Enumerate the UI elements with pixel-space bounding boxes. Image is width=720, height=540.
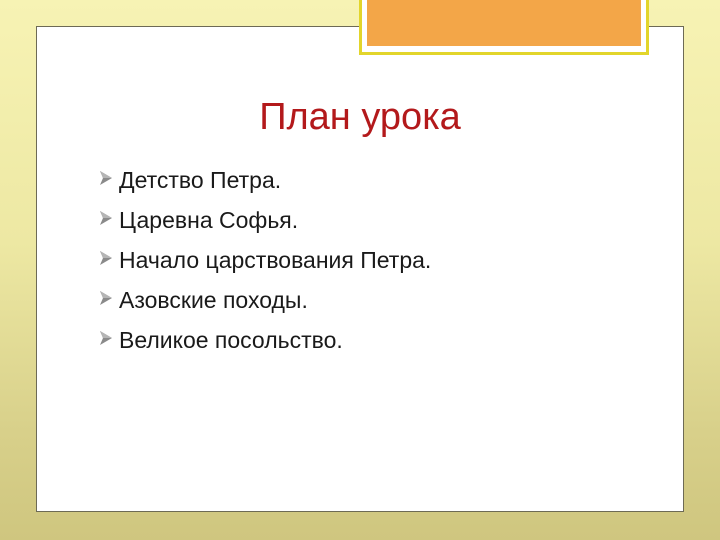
- bullet-text: Великое посольство.: [119, 327, 343, 353]
- arrow-bullet-icon: [98, 290, 114, 306]
- slide-title: План урока: [259, 96, 461, 138]
- bullet-item: [98, 240, 431, 280]
- arrow-bullet-icon: [98, 210, 114, 226]
- bullet-text: Начало царствования Петра.: [119, 247, 432, 273]
- arrow-bullet-icon: [98, 250, 114, 266]
- bullet-list: [98, 160, 431, 360]
- bullet-item: [98, 320, 431, 360]
- bullet-text: Детство Петра.: [119, 167, 282, 193]
- arrow-bullet-icon: [98, 170, 114, 186]
- accent-tab: [359, 0, 649, 55]
- accent-tab-fill: [367, 0, 641, 46]
- bullet-item: [98, 200, 431, 240]
- bullet-item: [98, 160, 431, 200]
- bullet-text: Царевна Софья.: [119, 207, 299, 233]
- arrow-bullet-icon: [98, 330, 114, 346]
- bullet-text: Азовские походы.: [119, 287, 308, 313]
- bullet-item: [98, 280, 431, 320]
